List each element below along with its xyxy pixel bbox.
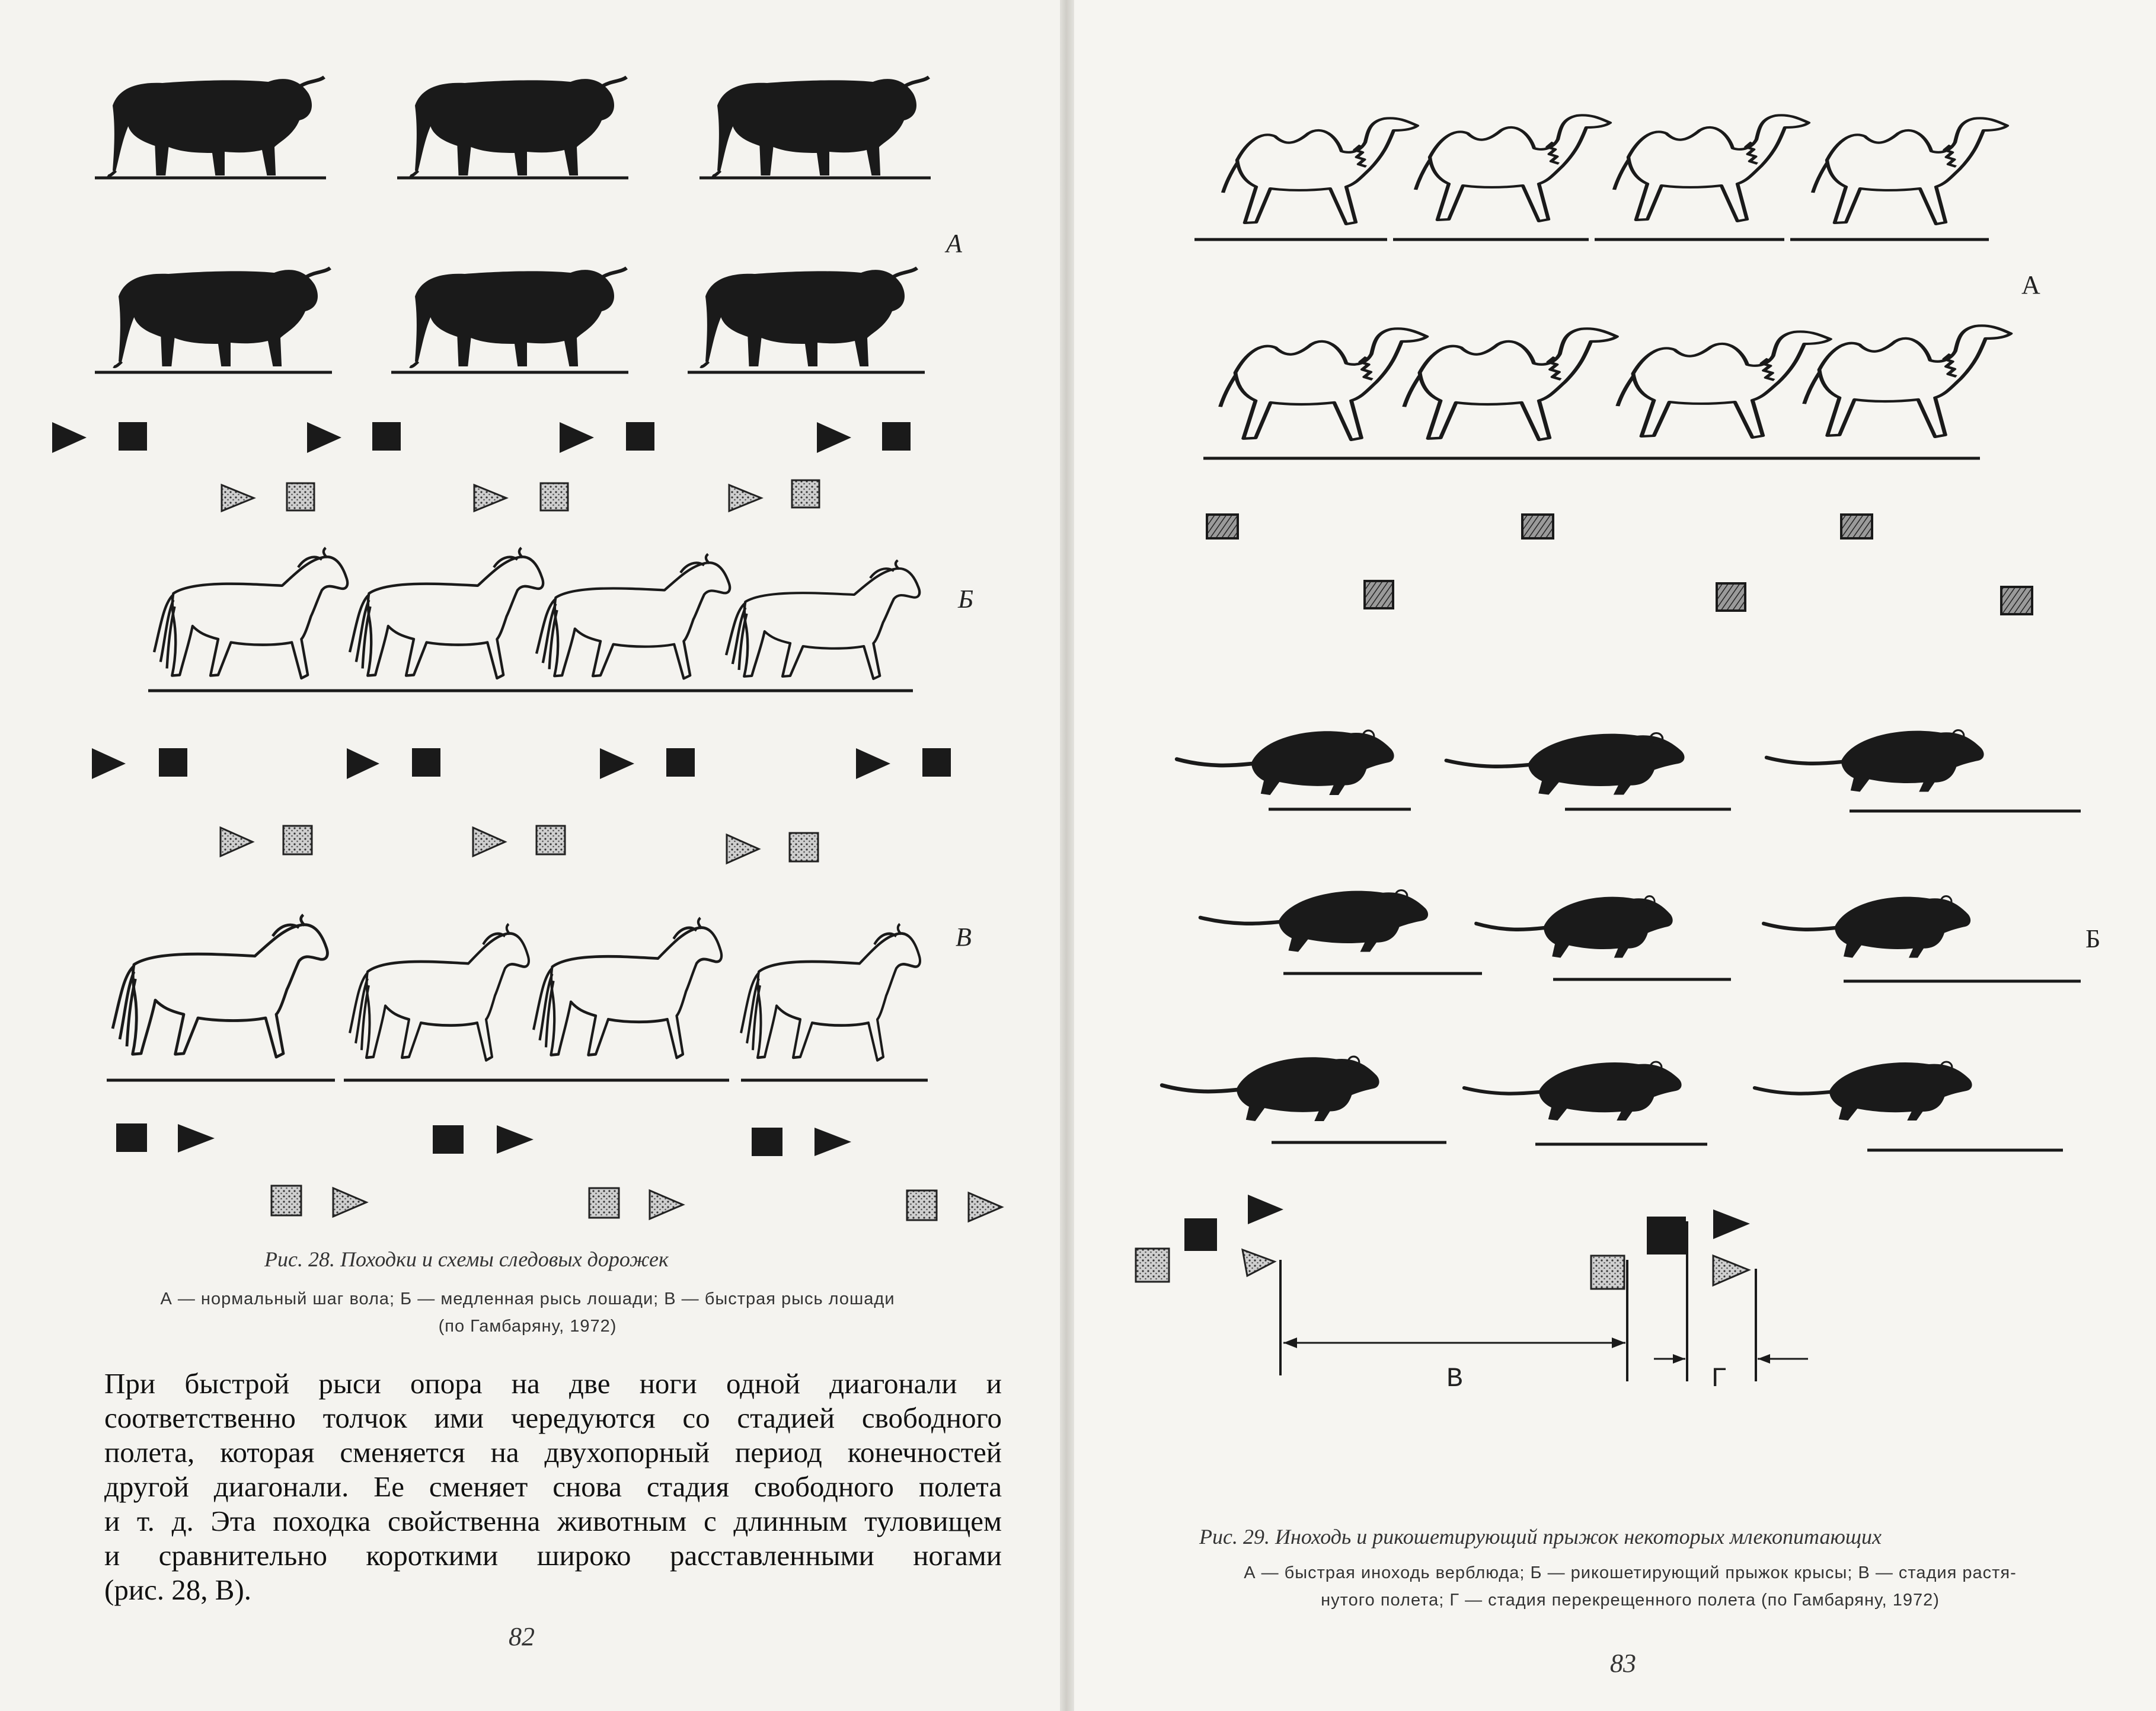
caption-desc-line-1: А — нормальный шаг вола; Б — медленная рысь лошади; В — быстрая рысь лошади [160,1289,895,1308]
horse-fast-footprints [116,1123,1002,1221]
body-line: другой диагонали. Ее сменяет снова стадия свободного полета [104,1470,1002,1503]
rat-gait-diagram [1136,1195,1808,1381]
figure-28-caption-desc [41,1285,1014,1340]
figure-label-b: Б [958,585,973,614]
body-line: (рис. 28, В). [104,1573,252,1606]
ox-footprints [52,422,911,511]
body-line: и сравнительно короткими широко расставленными ногами [104,1539,1002,1572]
figure-29-caption-desc [1150,1559,2110,1614]
ox-row-1 [95,77,931,178]
caption-desc-line-2: (по Гамбаряну, 1972) [438,1317,617,1336]
dimension-label-g: Г [1711,1364,1727,1394]
figure-28-caption-title: Рис. 28. Походки и схемы следовых дорожек [264,1247,669,1271]
figure-label-b-right: Б [2085,924,2101,953]
camel-row-2 [1203,325,2011,458]
horse-row-fast-trot [107,915,928,1080]
figure-label-a: А [946,229,962,258]
figure-label-a-right: А [2021,270,2040,299]
rat-row-2 [1200,890,2081,981]
horse-row-slow-trot [148,548,919,691]
body-line: полета, которая сменяется на двухопорный период конечностей [104,1436,1002,1469]
body-line: При быстрой рыси опора на две ноги одной диагонали и [104,1367,1002,1400]
body-line: соответственно толчок ими чередуются со стадией свободного [104,1402,1002,1434]
ox-row-2 [95,268,925,372]
page-number-left: 82 [509,1622,535,1651]
rat-row-1 [1177,730,2081,811]
figure-label-v: В [956,922,972,952]
camel-footprints [1207,515,2032,614]
figure-29-caption-title: Рис. 29. Иноходь и рикошетирующий прыжок некоторых млекопитающих [1199,1525,1882,1549]
caption-desc-line-1: А — быстрая иноходь верблюда; Б — рикошетирующий прыжок крысы; В — стадия растя- [1244,1563,2017,1582]
dimension-label-v: В [1446,1364,1463,1394]
body-paragraph [104,1367,1002,1607]
horse-slow-footprints [92,748,951,863]
caption-desc-line-2: нутого полета; Г — стадия перекрещенного полета (по Гамбаряну, 1972) [1321,1591,1940,1610]
camel-row-1 [1194,115,2007,240]
page-number-right: 83 [1610,1649,1636,1678]
rat-row-3 [1162,1056,2063,1150]
body-line: и т. д. Эта походка свойственна животным с длинным туловищем [104,1505,1002,1537]
